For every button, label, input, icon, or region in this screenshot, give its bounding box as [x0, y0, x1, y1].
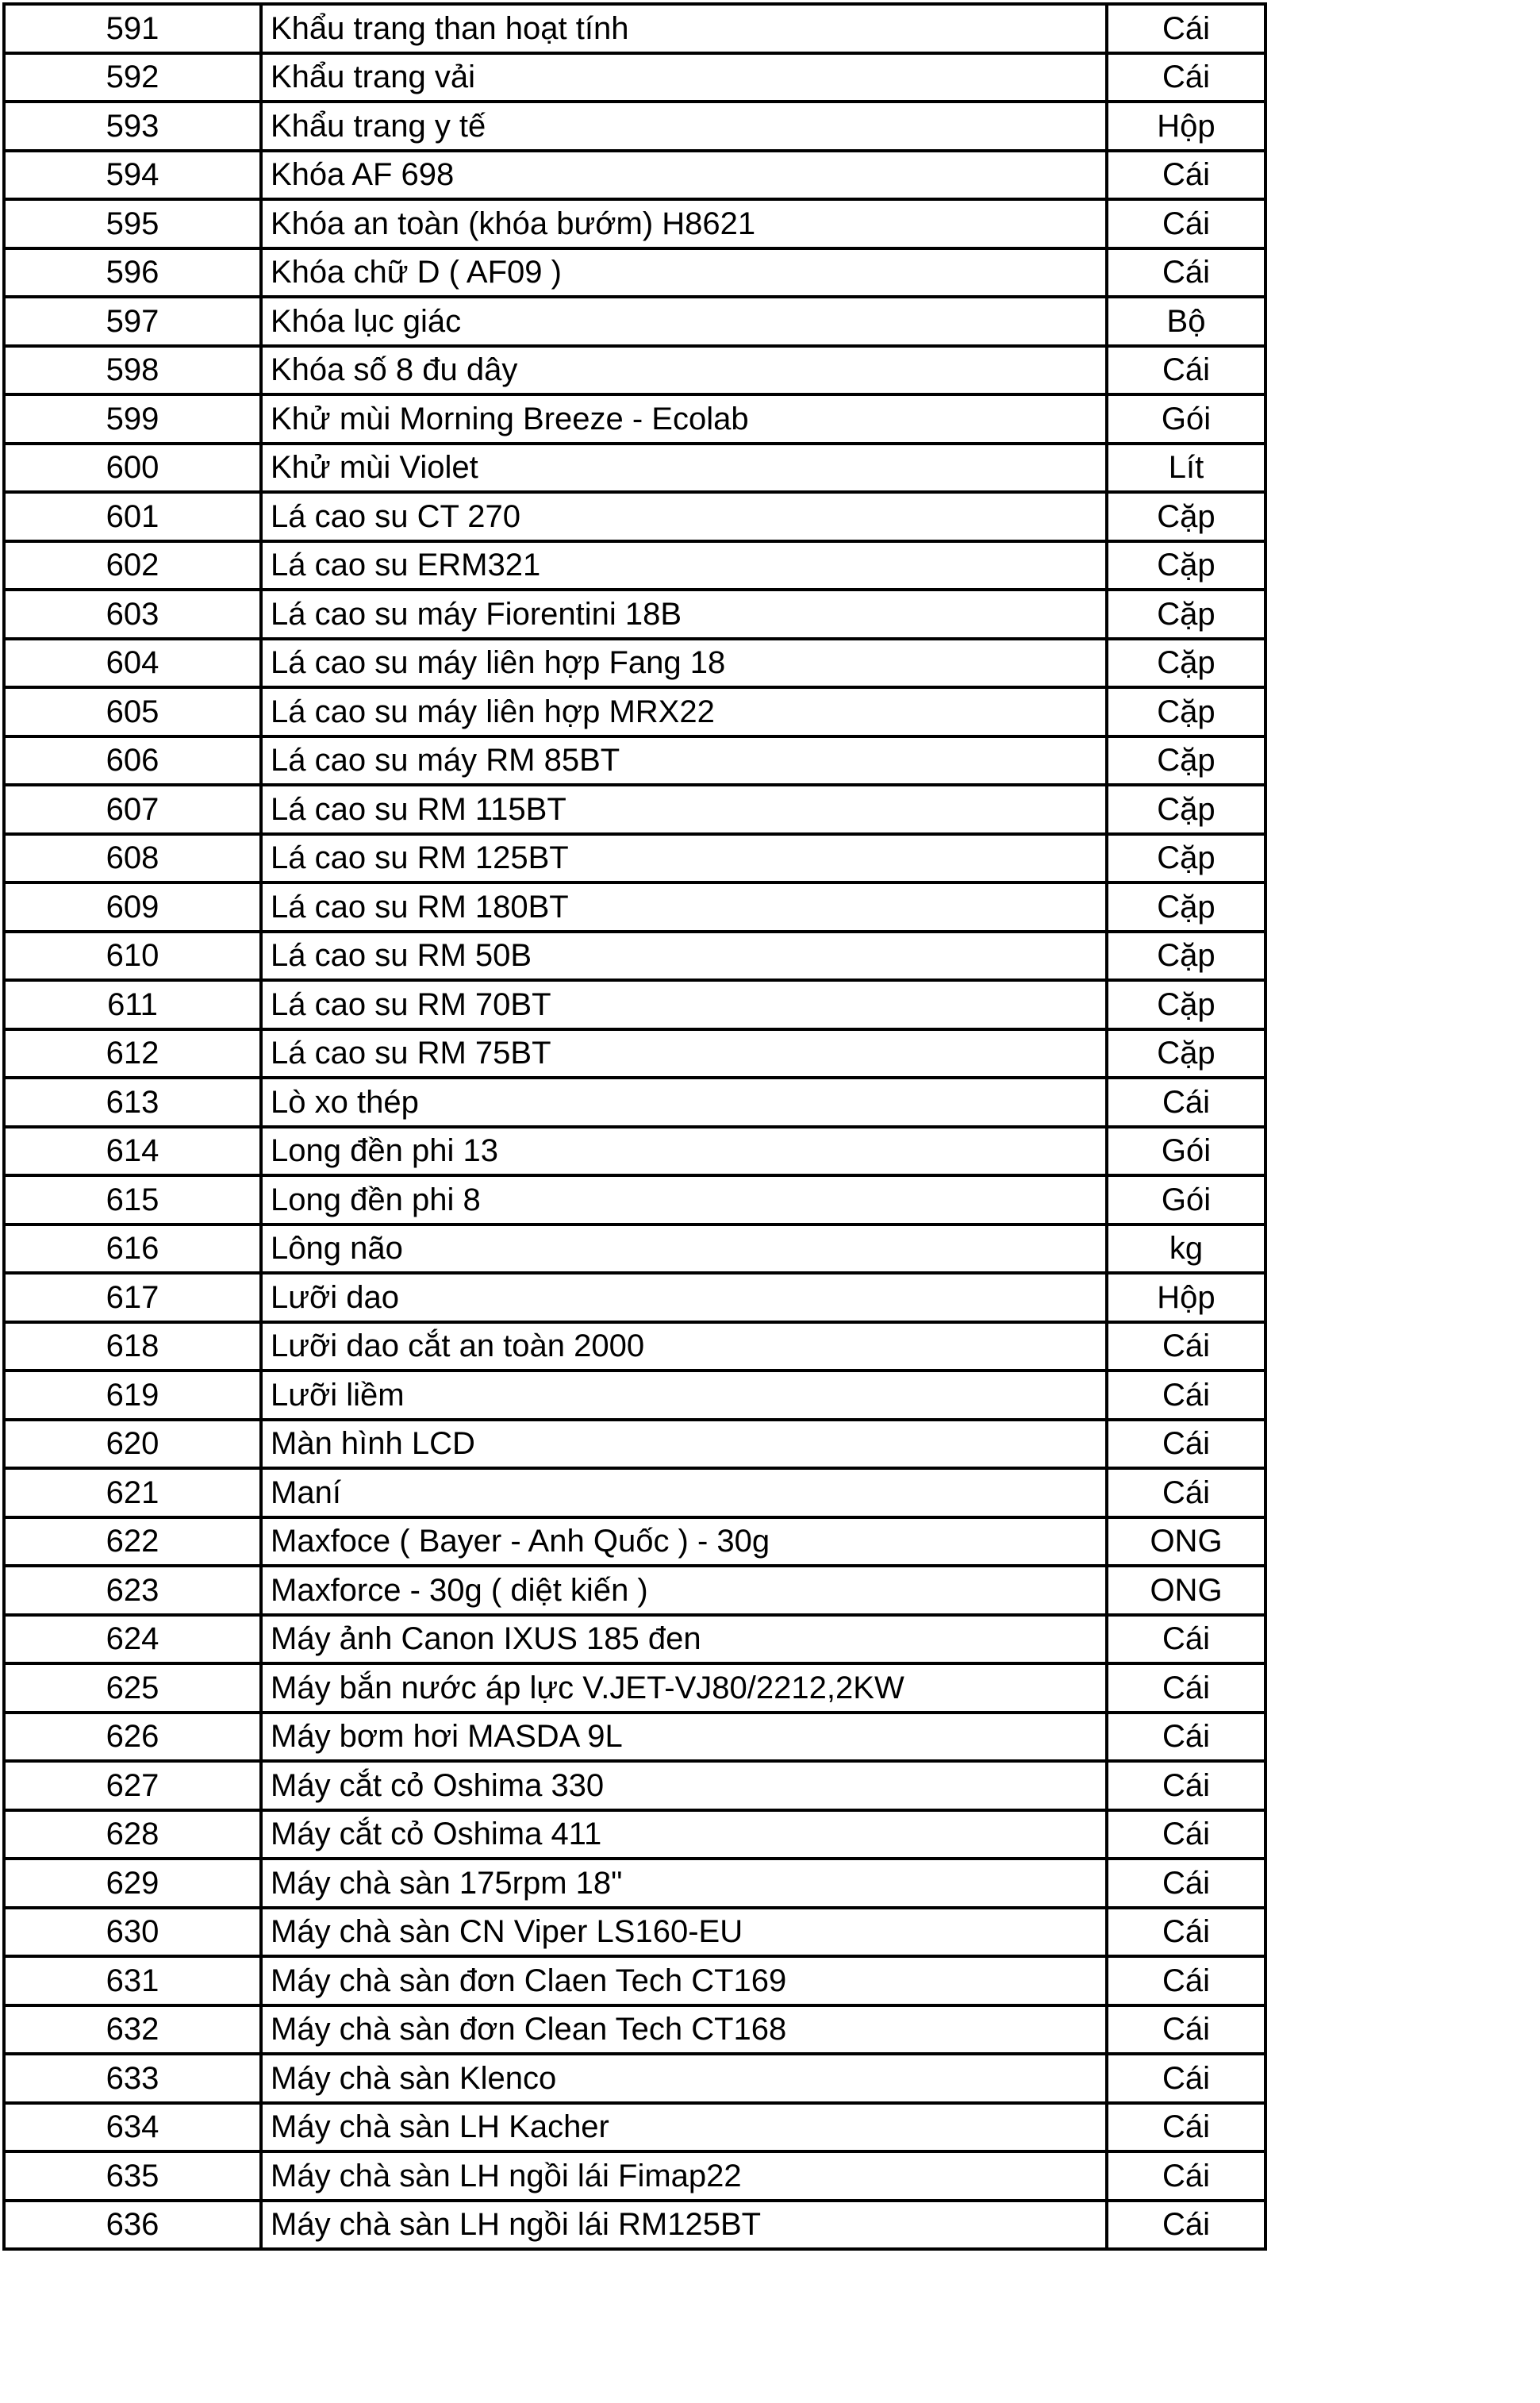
row-number-cell: 592 [4, 53, 261, 102]
unit-cell: Cái [1107, 2103, 1265, 2152]
unit-cell: Gói [1107, 394, 1265, 444]
table-row [4, 1615, 1265, 1664]
item-name-cell: Lưỡi dao [261, 1273, 1107, 1322]
item-name-cell: Khóa AF 698 [261, 151, 1107, 200]
table-row [4, 834, 1265, 883]
row-number-cell: 593 [4, 102, 261, 151]
unit-cell: Gói [1107, 1175, 1265, 1225]
item-name-cell: Khẩu trang vải [261, 53, 1107, 102]
item-name-cell: Máy bắn nước áp lực V.JET-VJ80/2212,2KW [261, 1663, 1107, 1713]
table-row [4, 2054, 1265, 2103]
item-name-cell: Khử mùi Violet [261, 444, 1107, 493]
unit-cell: Cái [1107, 1761, 1265, 1810]
unit-cell: Cái [1107, 1078, 1265, 1127]
row-number-cell: 609 [4, 882, 261, 932]
row-number-cell: 636 [4, 2201, 261, 2250]
table-row [4, 1761, 1265, 1810]
unit-cell: Gói [1107, 1127, 1265, 1176]
item-name-cell: Maxforce - 30g ( diệt kiến ) [261, 1566, 1107, 1615]
table-row [4, 1908, 1265, 1957]
item-name-cell: Máy bơm hơi MASDA 9L [261, 1713, 1107, 1762]
unit-cell: Cặp [1107, 785, 1265, 834]
row-number-cell: 608 [4, 834, 261, 883]
unit-cell: Bộ [1107, 297, 1265, 346]
row-number-cell: 591 [4, 4, 261, 53]
table-row [4, 1810, 1265, 1859]
table-row [4, 1663, 1265, 1713]
table-row [4, 1468, 1265, 1517]
unit-cell: Cặp [1107, 639, 1265, 688]
item-name-cell: Màn hình LCD [261, 1420, 1107, 1469]
unit-cell: Cái [1107, 2201, 1265, 2250]
table-row [4, 541, 1265, 590]
item-name-cell: Maxfoce ( Bayer - Anh Quốc ) - 30g [261, 1517, 1107, 1567]
item-name-cell: Lá cao su ERM321 [261, 541, 1107, 590]
unit-cell: Cặp [1107, 492, 1265, 541]
unit-cell: ONG [1107, 1566, 1265, 1615]
row-number-cell: 602 [4, 541, 261, 590]
table-row [4, 297, 1265, 346]
unit-cell: Cái [1107, 1371, 1265, 1420]
item-name-cell: Máy ảnh Canon IXUS 185 đen [261, 1615, 1107, 1664]
unit-cell: ONG [1107, 1517, 1265, 1567]
unit-cell: Cái [1107, 1908, 1265, 1957]
row-number-cell: 631 [4, 1956, 261, 2005]
unit-cell: Cái [1107, 1713, 1265, 1762]
item-name-cell: Máy chà sàn LH ngồi lái Fimap22 [261, 2151, 1107, 2201]
unit-cell: Cái [1107, 1956, 1265, 2005]
row-number-cell: 597 [4, 297, 261, 346]
row-number-cell: 621 [4, 1468, 261, 1517]
unit-cell: Cái [1107, 346, 1265, 395]
table-row [4, 2103, 1265, 2152]
unit-cell: Cặp [1107, 736, 1265, 786]
item-name-cell: Lá cao su máy liên hợp Fang 18 [261, 639, 1107, 688]
item-name-cell: Khẩu trang than hoạt tính [261, 4, 1107, 53]
item-name-cell: Máy chà sàn Klenco [261, 2054, 1107, 2103]
unit-cell: Cái [1107, 1663, 1265, 1713]
item-name-cell: Máy cắt cỏ Oshima 411 [261, 1810, 1107, 1859]
unit-cell: Cái [1107, 1859, 1265, 1908]
row-number-cell: 596 [4, 248, 261, 298]
unit-cell: Cái [1107, 199, 1265, 248]
unit-cell: Cặp [1107, 590, 1265, 639]
item-name-cell: Lá cao su RM 50B [261, 932, 1107, 981]
row-number-cell: 598 [4, 346, 261, 395]
row-number-cell: 629 [4, 1859, 261, 1908]
table-row [4, 199, 1265, 248]
row-number-cell: 619 [4, 1371, 261, 1420]
item-name-cell: Lá cao su RM 125BT [261, 834, 1107, 883]
unit-cell: Lít [1107, 444, 1265, 493]
table-row [4, 492, 1265, 541]
row-number-cell: 630 [4, 1908, 261, 1957]
item-name-cell: Máy chà sàn 175rpm 18" [261, 1859, 1107, 1908]
table-row [4, 1322, 1265, 1371]
table-row [4, 1127, 1265, 1176]
table-row [4, 1175, 1265, 1225]
unit-cell: Cặp [1107, 687, 1265, 736]
item-name-cell: Máy cắt cỏ Oshima 330 [261, 1761, 1107, 1810]
row-number-cell: 613 [4, 1078, 261, 1127]
row-number-cell: 626 [4, 1713, 261, 1762]
table-row [4, 639, 1265, 688]
item-name-cell: Máy chà sàn đơn Claen Tech CT169 [261, 1956, 1107, 2005]
unit-cell: Cặp [1107, 834, 1265, 883]
table-row [4, 53, 1265, 102]
unit-cell: Cái [1107, 151, 1265, 200]
row-number-cell: 610 [4, 932, 261, 981]
unit-cell: Cái [1107, 248, 1265, 298]
row-number-cell: 624 [4, 1615, 261, 1664]
item-name-cell: Lá cao su RM 70BT [261, 980, 1107, 1029]
unit-cell: Cặp [1107, 1029, 1265, 1078]
table-row [4, 1225, 1265, 1274]
row-number-cell: 620 [4, 1420, 261, 1469]
table-row [4, 1371, 1265, 1420]
unit-cell: Cái [1107, 1322, 1265, 1371]
table-row [4, 1517, 1265, 1567]
item-name-cell: Khóa số 8 đu dây [261, 346, 1107, 395]
item-name-cell: Lưỡi dao cắt an toàn 2000 [261, 1322, 1107, 1371]
item-name-cell: Khóa lục giác [261, 297, 1107, 346]
table-row [4, 1029, 1265, 1078]
unit-cell: Cái [1107, 4, 1265, 53]
item-name-cell: Máy chà sàn CN Viper LS160-EU [261, 1908, 1107, 1957]
row-number-cell: 604 [4, 639, 261, 688]
item-name-cell: Lá cao su RM 115BT [261, 785, 1107, 834]
table-row [4, 590, 1265, 639]
table-row [4, 882, 1265, 932]
unit-cell: Cái [1107, 1810, 1265, 1859]
unit-cell: Cặp [1107, 932, 1265, 981]
item-name-cell: Lông não [261, 1225, 1107, 1274]
row-number-cell: 618 [4, 1322, 261, 1371]
item-name-cell: Long đền phi 8 [261, 1175, 1107, 1225]
row-number-cell: 617 [4, 1273, 261, 1322]
row-number-cell: 625 [4, 1663, 261, 1713]
table-row [4, 151, 1265, 200]
row-number-cell: 595 [4, 199, 261, 248]
table-row [4, 932, 1265, 981]
row-number-cell: 622 [4, 1517, 261, 1567]
unit-cell: Hộp [1107, 102, 1265, 151]
row-number-cell: 603 [4, 590, 261, 639]
unit-cell: Cái [1107, 1468, 1265, 1517]
row-number-cell: 601 [4, 492, 261, 541]
row-number-cell: 615 [4, 1175, 261, 1225]
item-name-cell: Máy chà sàn LH ngồi lái RM125BT [261, 2201, 1107, 2250]
table-row [4, 1859, 1265, 1908]
row-number-cell: 600 [4, 444, 261, 493]
item-name-cell: Lá cao su CT 270 [261, 492, 1107, 541]
table-row [4, 4, 1265, 53]
item-name-cell: Khẩu trang y tế [261, 102, 1107, 151]
table-row [4, 1420, 1265, 1469]
table-row [4, 1956, 1265, 2005]
row-number-cell: 605 [4, 687, 261, 736]
unit-cell: Cái [1107, 1615, 1265, 1664]
row-number-cell: 634 [4, 2103, 261, 2152]
table-row [4, 736, 1265, 786]
unit-cell: Cặp [1107, 980, 1265, 1029]
row-number-cell: 632 [4, 2005, 261, 2055]
row-number-cell: 607 [4, 785, 261, 834]
unit-cell: Cái [1107, 2005, 1265, 2055]
table-row [4, 394, 1265, 444]
unit-cell: kg [1107, 1225, 1265, 1274]
item-name-cell: Lá cao su máy RM 85BT [261, 736, 1107, 786]
row-number-cell: 633 [4, 2054, 261, 2103]
unit-cell: Cái [1107, 53, 1265, 102]
table-row [4, 1566, 1265, 1615]
item-table [2, 2, 1267, 2251]
unit-cell: Cái [1107, 1420, 1265, 1469]
item-name-cell: Lò xo thép [261, 1078, 1107, 1127]
row-number-cell: 616 [4, 1225, 261, 1274]
item-name-cell: Máy chà sàn LH Kacher [261, 2103, 1107, 2152]
item-name-cell: Lá cao su máy liên hợp MRX22 [261, 687, 1107, 736]
row-number-cell: 606 [4, 736, 261, 786]
table-row [4, 346, 1265, 395]
item-name-cell: Khóa an toàn (khóa bướm) H8621 [261, 199, 1107, 248]
table-row [4, 1078, 1265, 1127]
row-number-cell: 612 [4, 1029, 261, 1078]
table-row [4, 687, 1265, 736]
table-row [4, 1273, 1265, 1322]
table-row [4, 2005, 1265, 2055]
table-row [4, 444, 1265, 493]
item-name-cell: Long đền phi 13 [261, 1127, 1107, 1176]
item-name-cell: Lá cao su RM 180BT [261, 882, 1107, 932]
table-row [4, 102, 1265, 151]
item-name-cell: Lá cao su RM 75BT [261, 1029, 1107, 1078]
item-name-cell: Máy chà sàn đơn Clean Tech CT168 [261, 2005, 1107, 2055]
table-row [4, 2151, 1265, 2201]
table-row [4, 1713, 1265, 1762]
unit-cell: Cặp [1107, 882, 1265, 932]
row-number-cell: 627 [4, 1761, 261, 1810]
item-name-cell: Lưỡi liềm [261, 1371, 1107, 1420]
table-row [4, 980, 1265, 1029]
item-name-cell: Maní [261, 1468, 1107, 1517]
row-number-cell: 628 [4, 1810, 261, 1859]
item-name-cell: Khóa chữ D ( AF09 ) [261, 248, 1107, 298]
row-number-cell: 611 [4, 980, 261, 1029]
table-row [4, 2201, 1265, 2250]
row-number-cell: 635 [4, 2151, 261, 2201]
unit-cell: Cặp [1107, 541, 1265, 590]
item-name-cell: Lá cao su máy Fiorentini 18B [261, 590, 1107, 639]
unit-cell: Cái [1107, 2151, 1265, 2201]
row-number-cell: 599 [4, 394, 261, 444]
table-row [4, 248, 1265, 298]
row-number-cell: 594 [4, 151, 261, 200]
unit-cell: Cái [1107, 2054, 1265, 2103]
unit-cell: Hộp [1107, 1273, 1265, 1322]
table-row [4, 785, 1265, 834]
row-number-cell: 614 [4, 1127, 261, 1176]
item-name-cell: Khử mùi Morning Breeze - Ecolab [261, 394, 1107, 444]
row-number-cell: 623 [4, 1566, 261, 1615]
